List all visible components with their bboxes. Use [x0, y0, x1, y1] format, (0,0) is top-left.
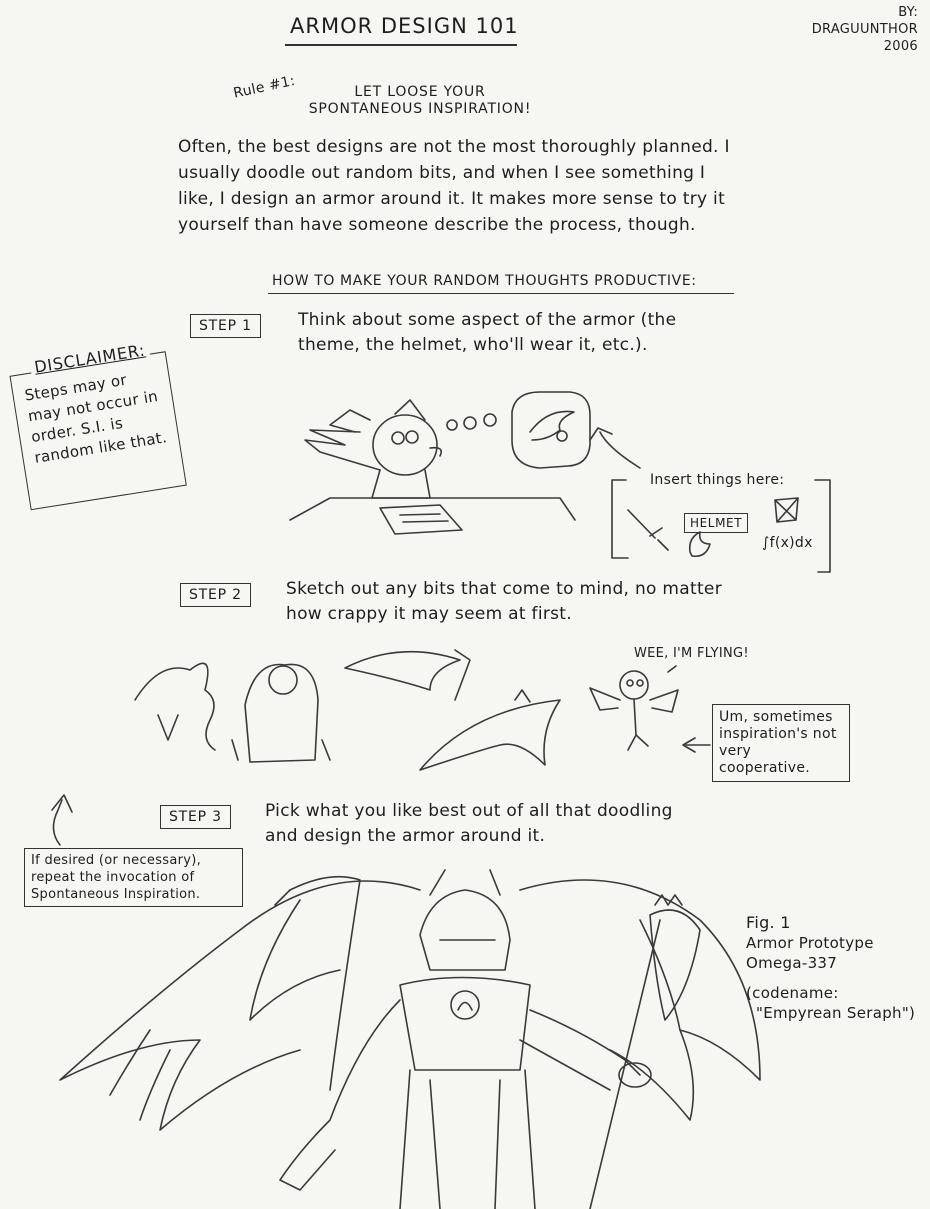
sketch-doodles	[135, 650, 678, 770]
title-underline	[285, 44, 517, 46]
figure-caption-line2: Omega-337	[746, 954, 838, 972]
rule-number: Rule #1:	[232, 72, 297, 102]
insert-things-label: Insert things here:	[650, 472, 785, 488]
disclaimer-title: DISCLAIMER:	[29, 340, 151, 378]
step-2-label: STEP 2	[180, 583, 251, 607]
step-1-text: Think about some aspect of the armor (the theme, the helmet, who'll wear it, etc.).	[298, 310, 677, 355]
sword-icon	[628, 510, 668, 550]
figure-caption-line1: Armor Prototype	[746, 934, 874, 952]
figure-number: Fig. 1	[746, 913, 791, 932]
helmet-label: HELMET	[684, 513, 748, 533]
byline-year: 2006	[883, 39, 918, 54]
byline-author: DRAGUUNTHOR	[811, 22, 918, 37]
inspiration-side-note: Um, sometimes inspiration's not very cooperative.	[712, 704, 850, 782]
insert-box-bracket	[612, 480, 628, 558]
byline-by: BY:	[898, 5, 918, 20]
step-3-label: STEP 3	[160, 805, 231, 829]
armor-figure-drawing	[60, 870, 760, 1209]
flame-icon	[690, 532, 710, 556]
rule-heading-line2: SPONTANEOUS INSPIRATION!	[308, 101, 532, 117]
step-2-text: Sketch out any bits that come to mind, no matter how crappy it may seem at first.	[286, 579, 722, 624]
thought-bubble	[447, 392, 590, 468]
repeat-note: If desired (or necessary), repeat the invocation of Spontaneous Inspiration.	[24, 848, 243, 907]
integral-formula: ∫f(x)dx	[762, 535, 813, 551]
page-title: ARMOR DESIGN 101	[290, 14, 519, 38]
how-to-underline	[268, 293, 734, 294]
intro-paragraph: Often, the best designs are not the most thoroughly planned. I usually doodle out random bits, and when I see something I like, I design an armor around it. It makes more sense to try it yourself than have someone describe the process, though.	[178, 137, 730, 235]
figure-codename: "Empyrean Seraph")	[756, 1004, 916, 1022]
how-to-heading: HOW TO MAKE YOUR RANDOM THOUGHTS PRODUCTIVE:	[272, 273, 697, 289]
arrow-to-bubble	[600, 432, 640, 468]
byline	[800, 4, 918, 55]
rule-heading-line1: LET LOOSE YOUR	[354, 84, 486, 100]
rule-heading	[290, 84, 550, 118]
disclaimer-body: Steps may or may not occur in order. S.I. is random like that.	[23, 370, 169, 467]
figure-caption	[746, 913, 926, 1023]
step-3-text: Pick what you like best out of all that doodling and design the armor around it.	[265, 801, 673, 846]
stickman-speech: WEE, I'M FLYING!	[634, 646, 749, 661]
disclaimer-note	[7, 336, 196, 510]
gem-icon	[775, 498, 798, 522]
figure-codename-label: (codename:	[746, 984, 839, 1002]
step-1-label: STEP 1	[190, 314, 261, 338]
